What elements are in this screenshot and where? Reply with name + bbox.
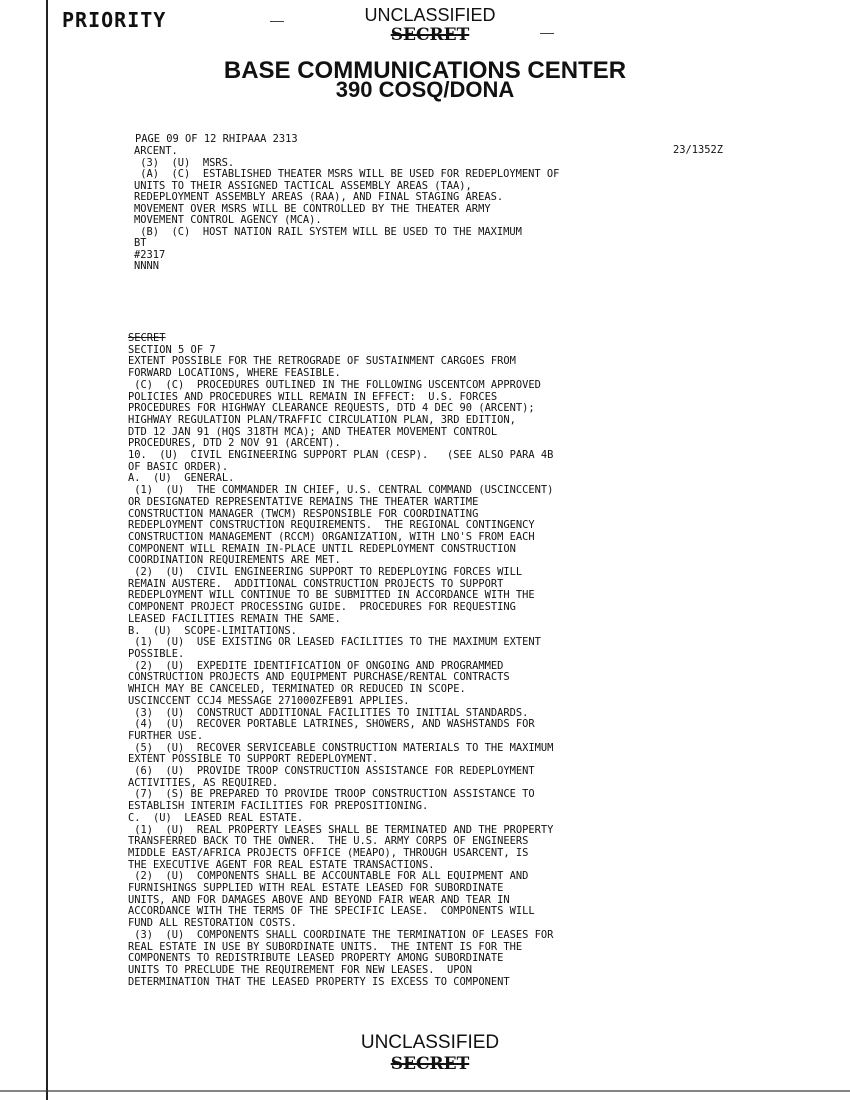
text-line: FURNISHINGS SUPPLIED WITH REAL ESTATE LEASED FOR SUBORDINATE [128,882,504,895]
text-line: CONSTRUCTION MANAGER (TWCM) RESPONSIBLE FOR COORDINATING [128,507,479,520]
text-line: THE EXECUTIVE AGENT FOR REAL ESTATE TRANSACTIONS. [128,858,435,871]
text-line: POSSIBLE. [128,647,185,660]
header-dash-left: — [270,12,284,28]
text-line: (1) (U) THE COMMANDER IN CHIEF, U.S. CENTRAL COMMAND (USCINCCENT) [128,484,554,497]
text-line: COMPONENTS TO REDISTRIBUTE LEASED PROPERTY AMONG SUBORDINATE [128,952,504,965]
text-line: REMAIN AUSTERE. ADDITIONAL CONSTRUCTION PROJECTS TO SUPPORT [128,577,504,590]
text-line: (3) (U) MSRS. [134,156,235,169]
text-line: REDEPLOYMENT WILL CONTINUE TO BE SUBMITTED IN ACCORDANCE WITH THE [128,589,535,602]
text-line: (4) (U) RECOVER PORTABLE LATRINES, SHOWERS, AND WASHSTANDS FOR [128,718,535,731]
message-text-block-2 [128,333,553,988]
text-line: (2) (U) CIVIL ENGINEERING SUPPORT TO REDEPLOYING FORCES WILL [128,566,523,579]
text-line: (C) (C) PROCEDURES OUTLINED IN THE FOLLOWING USCENTCOM APPROVED [128,378,541,391]
bottom-classification [280,1032,580,1074]
section-struck-marking: SECRET [128,332,166,344]
text-line: A. (U) GENERAL. [128,472,235,485]
text-line: UNITS TO PRECLUDE THE REQUIREMENT FOR NEW LEASES. UPON [128,963,473,976]
text-line: DTD 12 JAN 91 (HQS 318TH MCA); AND THEATER MOVEMENT CONTROL [128,425,498,438]
text-line: (6) (U) PROVIDE TROOP CONSTRUCTION ASSISTANCE FOR REDEPLOYMENT [128,765,535,778]
text-line: OR DESIGNATED REPRESENTATIVE REMAINS THE THEATER WARTIME [128,495,479,508]
text-line: ACCORDANCE WITH THE TERMS OF THE SPECIFIC LEASE. COMPONENTS WILL [128,905,535,918]
top-classification-text: UNCLASSIFIED [364,5,496,25]
text-line: ACTIVITIES, AS REQUIRED. [128,776,279,789]
date-time-group: 23/1352Z [673,144,724,156]
text-line: (5) (U) RECOVER SERVICEABLE CONSTRUCTION MATERIALS TO THE MAXIMUM [128,741,554,754]
top-classification [280,5,580,45]
text-line: FURTHER USE. [128,729,204,742]
text-line: (2) (U) EXPEDITE IDENTIFICATION OF ONGOING AND PROGRAMMED [128,659,504,672]
text-line: COORDINATION REQUIREMENTS ARE MET. [128,554,341,567]
top-struck-marking: SECRET [390,25,470,45]
text-line: SECTION 5 OF 7 [128,343,216,356]
bottom-scan-edge [0,1090,850,1092]
text-line: POLICIES AND PROCEDURES WILL REMAIN IN EFFECT: U.S. FORCES [128,390,498,403]
header-title: BASE COMMUNICATIONS CENTER [223,57,627,84]
priority-label: PRIORITY [62,8,167,32]
text-line: MOVEMENT OVER MSRS WILL BE CONTROLLED BY THE THEATER ARMY [134,202,491,215]
text-line: #2317 [134,248,166,261]
text-line: COMPONENT WILL REMAIN IN-PLACE UNTIL REDEPLOYMENT CONSTRUCTION [128,542,516,555]
text-line: TRANSFERRED BACK TO THE OWNER. THE U.S. ARMY CORPS OF ENGINEERS [128,835,529,848]
text-line: LEASED FACILITIES REMAIN THE SAME. [128,612,341,625]
text-line: UNITS, AND FOR DAMAGES ABOVE AND BEYOND FAIR WEAR AND TEAR IN [128,893,510,906]
text-line: C. (U) LEASED REAL ESTATE. [128,811,304,824]
text-line: OF BASIC ORDER). [128,460,229,473]
message-header: PAGE 09 OF 12 RHIPAAA 2313 [135,133,298,145]
text-line: NNNN [134,260,160,272]
header-subtitle: 390 COSQ/DONA [335,77,515,102]
text-line: CONSTRUCTION PROJECTS AND EQUIPMENT PURCHASE/RENTAL CONTRACTS [128,671,510,684]
text-line: PROCEDURES FOR HIGHWAY CLEARANCE REQUESTS, DTD 4 DEC 90 (ARCENT); [128,402,535,415]
text-line: (3) (U) COMPONENTS SHALL COORDINATE THE TERMINATION OF LEASES FOR [128,928,554,941]
text-line: MOVEMENT CONTROL AGENCY (MCA). [134,214,322,226]
left-margin-line [46,0,48,1100]
text-line: MIDDLE EAST/AFRICA PROJECTS OFFICE (MEAPO), THROUGH USARCENT, IS [128,846,529,859]
text-line: FUND ALL RESTORATION COSTS. [128,917,297,930]
text-line: BT [134,237,147,249]
text-line: (2) (U) COMPONENTS SHALL BE ACCOUNTABLE FOR ALL EQUIPMENT AND [128,870,529,883]
bottom-struck-marking: SECRET [390,1054,470,1074]
text-line: CONSTRUCTION MANAGEMENT (RCCM) ORGANIZATION, WITH LNO'S FROM EACH [128,530,535,543]
text-line: B. (U) SCOPE-LIMITATIONS. [128,624,297,637]
text-line: (1) (U) REAL PROPERTY LEASES SHALL BE TERMINATED AND THE PROPERTY [128,823,554,836]
text-line: REDEPLOYMENT ASSEMBLY AREAS (RAA), AND FINAL STAGING AREAS. [134,191,504,203]
text-line: WHICH MAY BE CANCELED, TERMINATED OR REDUCED IN SCOPE. [128,683,466,696]
message-text-block-1 [134,146,559,273]
text-line: EXTENT POSSIBLE TO SUPPORT REDEPLOYMENT. [128,753,379,766]
header-dash-right: — [540,24,554,40]
text-line: COMPONENT PROJECT PROCESSING GUIDE. PROCEDURES FOR REQUESTING [128,601,516,614]
text-line: FORWARD LOCATIONS, WHERE FEASIBLE. [128,367,341,380]
text-line: DETERMINATION THAT THE LEASED PROPERTY IS EXCESS TO COMPONENT [128,975,510,988]
text-line: 10. (U) CIVIL ENGINEERING SUPPORT PLAN (CESP). (SEE ALSO PARA 4B [128,449,554,462]
text-line: ARCENT. [134,145,178,157]
text-line: REDEPLOYMENT CONSTRUCTION REQUIREMENTS. THE REGIONAL CONTINGENCY [128,519,535,532]
text-line: (3) (U) CONSTRUCT ADDITIONAL FACILITIES TO INITIAL STANDARDS. [128,706,529,719]
text-line: ESTABLISH INTERIM FACILITIES FOR PREPOSITIONING. [128,800,429,813]
text-line: EXTENT POSSIBLE FOR THE RETROGRADE OF SUSTAINMENT CARGOES FROM [128,355,516,368]
text-line: HIGHWAY REGULATION PLAN/TRAFFIC CIRCULATION PLAN, 3RD EDITION, [128,413,516,426]
text-line: (B) (C) HOST NATION RAIL SYSTEM WILL BE USED TO THE MAXIMUM [134,225,522,238]
bottom-classification-text: UNCLASSIFIED [360,1032,500,1053]
text-line: UNITS TO THEIR ASSIGNED TACTICAL ASSEMBLY AREAS (TAA), [134,179,472,192]
text-line: USCINCCENT CCJ4 MESSAGE 271000ZFEB91 APPLIES. [128,694,410,707]
text-line: PROCEDURES, DTD 2 NOV 91 (ARCENT). [128,437,341,450]
text-line: (A) (C) ESTABLISHED THEATER MSRS WILL BE USED FOR REDEPLOYMENT OF [134,168,560,180]
text-line: (7) (S) BE PREPARED TO PROVIDE TROOP CONSTRUCTION ASSISTANCE TO [128,788,535,801]
text-line: (1) (U) USE EXISTING OR LEASED FACILITIES TO THE MAXIMUM EXTENT [128,636,541,649]
text-line: REAL ESTATE IN USE BY SUBORDINATE UNITS. THE INTENT IS FOR THE [128,940,523,953]
